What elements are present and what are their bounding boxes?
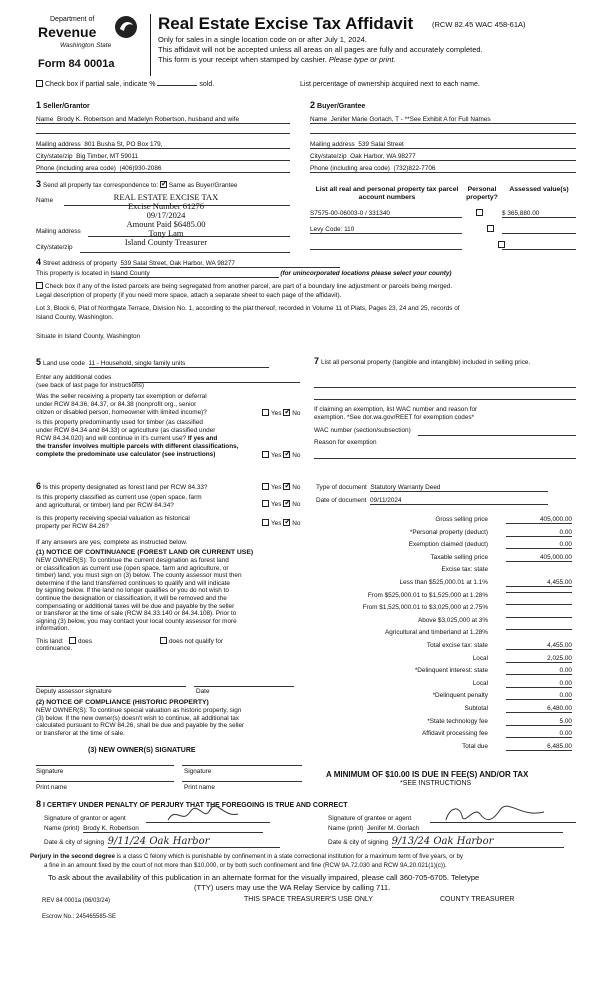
deputy-date-label: Date xyxy=(196,688,210,695)
property-county[interactable]: Island County xyxy=(111,270,279,278)
parcel-row-3 xyxy=(310,249,462,250)
tax-amount[interactable]: 6,480.00 xyxy=(506,705,572,713)
personal-checkbox-2[interactable] xyxy=(487,225,494,232)
personal-property-line-1 xyxy=(314,387,576,388)
notice-continuance-text: NEW OWNER(S): To continue the current designation as forest land or classification as current use (open space, farm and agriculture, or timber) land, you must sign on (3) below. The county assessor must then determine if the land transferred continues to qualify and will indicate by signing below. If the land no longer qualifies or you do not wish to continue the designation or classification, it will be removed and the compensating or additional taxes will be due and payable by the seller or transferor at the time of sale (RCW 84.33.140 or 84.34.108). Prior to signing (3) below, you may contact your local county assessor for more information. xyxy=(36,557,242,633)
property-street: 539 Salal Street, Oak Harbor, WA 98277 xyxy=(120,260,340,268)
buyer-mailing: 539 Salal Street xyxy=(358,141,404,148)
current-use-yes-no: Yes ✓ No xyxy=(262,500,300,508)
form-title: Real Estate Excise Tax Affidavit xyxy=(158,14,414,33)
seller-name: Brody K. Robertson and Madelyn Robertson, husband and wife xyxy=(56,116,240,123)
grantee-print[interactable]: Jenifer M. Gorlach xyxy=(367,825,563,833)
additional-codes-label: Enter any additional codes xyxy=(36,374,112,381)
tax-amount[interactable] xyxy=(506,592,572,593)
personal-col-header: Personal property? xyxy=(466,186,498,201)
tax-label: From $1,525,000.01 to $3,025,000 at 2.75% xyxy=(362,604,488,612)
reason-line-1 xyxy=(314,458,576,459)
forest-yes-checkbox[interactable] xyxy=(262,483,269,490)
exemption-yes-checkbox[interactable] xyxy=(262,409,269,416)
notice-compliance-text: NEW OWNER(S): To continue special valuation as historic property, sign (3) below. If the new owner(s) doesn't wish to continue, all additional tax calculated pursuant to RCW 84.26, shall be due and payable by the seller or transferor at the time of sale. xyxy=(36,707,245,737)
tax-label: *Personal property (deduct) xyxy=(409,528,488,536)
seller-mailing: 801 Busha St, PO Box 179, xyxy=(84,141,163,148)
certify-heading: 8 I CERTIFY UNDER PENALTY OF PERJURY THAT THE FOREGOING IS TRUE AND CORRECT xyxy=(36,799,348,809)
tax-label: Local xyxy=(472,679,488,687)
property-street-row: 4 Street address of property 539 Salal Street, Oak Harbor, WA 98277 xyxy=(36,257,576,268)
grantor-sig-label: Signature of grantor or agent xyxy=(44,815,126,822)
seller-city: Big Timber, MT 59011 xyxy=(76,153,139,160)
seller-phone: (406)930-2086 xyxy=(119,165,162,172)
tax-label: Less than $525,000.01 at 1.1% xyxy=(399,579,488,586)
tax-amount[interactable]: 4,455.00 xyxy=(506,642,572,650)
does-checkbox[interactable] xyxy=(69,637,76,644)
same-as-buyer-checkbox[interactable] xyxy=(160,181,167,188)
owner-sig-label-2: Signature xyxy=(184,768,212,775)
grantor-print[interactable]: Brody K. Robertson xyxy=(83,825,263,833)
form-revision: REV 84 0001a (06/03/24) xyxy=(42,898,111,904)
parcel-col-header: List all real and personal property tax parcel account numbers xyxy=(315,186,459,201)
grantor-date[interactable]: 9/11/24 Oak Harbor xyxy=(108,836,280,848)
perjury-line-1: Perjury in the second degree is a class C felony which is punishable by confinement in a state correctional institution for a maximum term of five years, or by xyxy=(30,853,463,860)
tax-label: Above $3,025,000 at 3% xyxy=(418,616,488,624)
grantee-date-row: Date & city of signing 9/13/24 Oak Harbor xyxy=(328,836,564,848)
header-note-1: Only for sales in a single location code on or after July 1, 2024. xyxy=(158,35,367,44)
additional-codes-line xyxy=(132,382,300,383)
timber-question: Is this property predominantly used for timber (as classified under RCW 84.34 and 84.33) or agriculture (as classified under RCW 84.34.020) and will continue in it's current use? If yes and the transfer involves multiple parcels with different classifications, complete the predominate use calculator (see instructions) xyxy=(36,419,239,458)
tax-amount[interactable] xyxy=(506,604,572,605)
current-use-question: Is this property classified as current use (open space, farm and agricultural, or timber) land per RCW 84.34? xyxy=(36,494,202,509)
treasurer-stamp xyxy=(100,193,232,247)
personal-checkbox-3[interactable] xyxy=(498,241,505,248)
tax-label: Subtotal xyxy=(464,705,488,712)
seller-heading: 1 Seller/Grantor xyxy=(36,100,90,110)
correspondence-heading: 3 Send all property tax correspondence to: ✓ Same as Buyer/Grantee xyxy=(36,179,237,189)
land-use-row: 5 Land use code 11 - Household, single family units xyxy=(36,357,269,368)
dept-logo-text: Revenue xyxy=(38,24,97,40)
forest-yes-no: Yes ✓ No xyxy=(262,483,300,491)
see-instructions: *SEE INSTRUCTIONS xyxy=(400,780,472,787)
grantee-print-row: Name (print) Jenifer M. Gorlach xyxy=(328,825,563,833)
tax-amount[interactable]: 0.00 xyxy=(506,541,572,549)
timber-yes-checkbox[interactable] xyxy=(262,451,269,458)
owner-sig-line-1 xyxy=(36,765,174,766)
stamp-line-2: Excise Number 61276 xyxy=(127,201,204,211)
deputy-sig-line xyxy=(36,686,186,687)
treasurer-space: THIS SPACE TREASURER'S USE ONLY xyxy=(244,896,373,903)
historic-yes-no: Yes ✓ No xyxy=(262,519,300,527)
tax-label: Total due xyxy=(462,742,488,750)
exemption-yes-no: Yes ✓ No xyxy=(262,409,300,417)
seller-name-row: Name Brody K. Robertson and Madelyn Robertson, husband and wife xyxy=(36,116,290,124)
buyer-blank-line xyxy=(310,133,576,134)
legal-label: Legal description of property (if you need more space, attach a separate sheet to each page of the affidavit). xyxy=(36,292,342,299)
legal-line-1: Lot 3, Block 6, Plat of Northgate Terrace, Division No. 1, according to the plat thereof, recorded in Volume 11 of Plats, Pages 23, 24 and 25, records of xyxy=(36,305,460,312)
buyer-phone: (732)822-7706 xyxy=(393,165,436,172)
current-use-yes-checkbox[interactable] xyxy=(262,500,269,507)
escrow-number: Escrow No.: 245465585-SE xyxy=(42,914,117,920)
assessed-col-header: Assessed value(s) xyxy=(509,186,569,193)
ownership-note: List percentage of ownership acquired next to each name. xyxy=(300,81,480,88)
doc-date[interactable]: 09/11/2024 xyxy=(370,497,548,505)
grantor-signature-icon xyxy=(164,804,244,826)
form-number: Form 84 0001a xyxy=(38,58,115,70)
doc-type-row: Type of document Statutory Warranty Deed xyxy=(316,484,548,492)
tax-amount[interactable]: 5.00 xyxy=(506,718,572,726)
tax-label: *Delinquent penalty xyxy=(432,692,488,700)
tax-amount[interactable]: 2,025.00 xyxy=(506,655,572,663)
corr-mailing-label: Mailing address xyxy=(36,228,81,235)
stamp-line-5: Tony Lam xyxy=(148,228,184,238)
exemption-claim-b: exemption. *See dor.wa.gov/REET for exemption codes* xyxy=(314,414,475,421)
seller-blank-line xyxy=(36,133,290,134)
tax-label: Agricultural and timberland at 1.28% xyxy=(384,629,488,637)
partial-sale-checkbox[interactable] xyxy=(36,80,43,87)
grantor-date-row: Date & city of signing 9/11/24 Oak Harbor xyxy=(44,836,280,848)
current-use-no-checkbox[interactable] xyxy=(283,500,290,507)
tax-label: Total excise tax: state xyxy=(426,642,488,649)
exemption-claim-a: If claiming an exemption, list WAC number and reason for xyxy=(314,406,478,413)
county-treasurer: COUNTY TREASURER xyxy=(440,896,515,903)
tax-label: *Delinquent interest: state xyxy=(414,667,488,675)
owner-print-label-2: Print name xyxy=(184,784,215,791)
dept-logo xyxy=(32,14,142,54)
tax-amount[interactable]: 0.00 xyxy=(506,529,572,537)
see-back-label: (see back of last page for instructions) xyxy=(36,382,144,389)
tax-amount[interactable] xyxy=(506,617,572,618)
owner-sig-label-1: Signature xyxy=(36,768,64,775)
minimum-note: A MINIMUM OF $10.00 IS DUE IN FEE(S) AND/OR TAX xyxy=(326,770,529,779)
if-yes-note: If any answers are yes, complete as instructed below. xyxy=(36,539,188,546)
timber-no-checkbox[interactable] xyxy=(283,451,290,458)
accessibility-1: To ask about the availability of this publication in an alternate format for the visually impaired, please call 360-705-6705. Teletype xyxy=(48,873,480,882)
seller-phone-row: Phone (including area code) (406)930-2086 xyxy=(36,165,290,173)
buyer-city: Oak Harbor, WA 98277 xyxy=(350,153,416,160)
parcel-row-1: S7575-00-06003-0 / 331340 xyxy=(310,210,462,218)
personal-checkbox-1[interactable] xyxy=(476,209,483,216)
perjury-line-2: a fine in an amount fixed by the court of not more than $10,000, or by both such confinement and fine (RCW 9A.72.030 and RCW 9A.20.021(1)(c)). xyxy=(44,862,447,869)
grantee-sig-label: Signature of grantee or agent xyxy=(328,815,412,822)
buyer-heading: 2 Buyer/Grantee xyxy=(310,100,366,110)
seller-mailing-row: Mailing address 801 Busha St, PO Box 179, xyxy=(36,141,290,149)
parcel-row-2: Levy Code: 110 xyxy=(310,226,462,234)
wac-line xyxy=(418,435,576,436)
tax-amount[interactable] xyxy=(506,629,572,630)
owner-print-label-1: Print name xyxy=(36,784,67,791)
stamp-line-6: Island County Treasurer xyxy=(124,237,208,247)
does-not-checkbox[interactable] xyxy=(160,637,167,644)
buyer-name: Jenifer Marie Gorlach, T - **See Exhibit A for Full Names xyxy=(330,116,491,123)
historic-yes-checkbox[interactable] xyxy=(262,519,269,526)
grantor-print-row: Name (print) Brody K. Robertson xyxy=(44,825,263,833)
dept-line1: Department of xyxy=(50,16,95,23)
revenue-logo-icon xyxy=(114,15,138,39)
deputy-date-line xyxy=(194,686,294,687)
stamp-line-4: Amount Paid $6485.00 xyxy=(126,219,206,229)
notice-compliance-title: (2) NOTICE OF COMPLIANCE (HISTORIC PROPERTY) xyxy=(36,699,209,706)
exemption-no-checkbox[interactable] xyxy=(283,409,290,416)
tax-label: Taxable selling price xyxy=(430,553,488,561)
forest-question: 6 Is this property designated as forest land per RCW 84.33? xyxy=(36,481,208,491)
form-rcw: (RCW 82.45 WAC 458-61A) xyxy=(432,20,526,29)
tax-label: Gross selling price xyxy=(435,516,488,523)
historic-question: Is this property receiving special valuation as historical property per RCW 84.26? xyxy=(36,515,190,530)
tax-label: *State technology fee xyxy=(427,717,488,725)
timber-yes-no: Yes ✓ No xyxy=(262,451,300,459)
deputy-sig-label: Deputy assessor signature xyxy=(36,688,112,695)
seller-city-row: City/state/zip Big Timber, MT 59011 xyxy=(36,153,290,161)
tax-label: Local xyxy=(472,654,488,662)
stamp-line-1: REAL ESTATE EXCISE TAX xyxy=(113,192,219,202)
personal-property-label: 7 List all personal property (tangible and intangible) included in selling price. xyxy=(314,356,531,366)
property-located-row: This property is located in Island County (for unincorporated locations please select your county) xyxy=(36,270,452,277)
buyer-phone-row: Phone (including area code) (732)822-7706 xyxy=(310,165,576,173)
grantee-signature-icon xyxy=(440,802,550,826)
continuance-label: continuance. xyxy=(36,645,73,652)
tax-amount[interactable]: 0.00 xyxy=(506,680,572,688)
tax-label: Affidavit processing fee xyxy=(422,730,488,738)
buyer-name-row: Name Jenifer Marie Gorlach, T - **See Exhibit A for Full Names xyxy=(310,116,576,124)
buyer-mailing-row: Mailing address 539 Salal Street xyxy=(310,141,576,149)
segregation-checkbox[interactable] xyxy=(36,282,43,289)
notice-continuance-title: (1) NOTICE OF CONTINUANCE (FOREST LAND OR CURRENT USE) xyxy=(36,549,254,556)
tax-amount[interactable]: 6,485.00 xyxy=(506,743,572,751)
assessed-row-1: $ 365,880.00 xyxy=(502,210,576,218)
tax-amount[interactable]: 405,000.00 xyxy=(506,516,572,524)
accessibility-2: (TTY) users may use the WA Relay Service by calling 711. xyxy=(194,883,391,892)
tax-amount[interactable]: 405,000.00 xyxy=(506,554,572,562)
grantee-date[interactable]: 9/13/24 Oak Harbor xyxy=(392,836,564,848)
situate-line: Situate in Island County, Washington xyxy=(36,333,141,340)
assessed-row-3 xyxy=(502,249,576,250)
does-not-row: does not qualify for xyxy=(160,637,223,645)
header-note-2: This affidavit will not be accepted unless all areas on all pages are fully and accurately completed. xyxy=(158,45,483,54)
land-use-code[interactable]: 11 - Household, single family units xyxy=(89,360,269,368)
doc-type[interactable]: Statutory Warranty Deed xyxy=(370,484,548,492)
tax-amount[interactable]: 4,455.00 xyxy=(506,579,572,587)
tax-label: Excise tax: state xyxy=(441,566,488,574)
tax-amount[interactable]: 0.00 xyxy=(506,730,572,738)
tax-label: From $525,000.01 to $1,525,000 at 1.28% xyxy=(367,591,488,599)
reason-label: Reason for exemption xyxy=(314,439,377,446)
forest-no-checkbox[interactable] xyxy=(283,483,290,490)
doc-date-row: Date of document 09/11/2024 xyxy=(316,497,548,505)
corr-city-label: City/state/zip xyxy=(36,244,73,251)
corr-city-line xyxy=(80,252,290,253)
personal-property-line-2 xyxy=(314,399,576,400)
tax-label: Exemption claimed (deduct) xyxy=(408,541,488,549)
wac-label: WAC number (section/subsection) xyxy=(314,427,411,434)
owner-sig-line-2 xyxy=(182,765,302,766)
buyer-city-row: City/state/zip Oak Harbor, WA 98277 xyxy=(310,153,576,161)
corr-name-label: Name xyxy=(36,197,54,204)
legal-line-2: Island County, Washington. xyxy=(36,314,114,321)
stamp-line-3: 09/17/2024 xyxy=(146,210,186,220)
tax-amount[interactable]: 0.00 xyxy=(506,667,572,675)
tax-amount[interactable]: 0.00 xyxy=(506,692,572,700)
header-divider xyxy=(150,14,151,76)
new-owner-sig-title: (3) NEW OWNER(S) SIGNATURE xyxy=(88,747,196,754)
this-land-row: This land: does xyxy=(36,638,92,645)
owner-print-line-2 xyxy=(182,781,302,782)
assessed-row-2 xyxy=(502,233,576,234)
dept-state: Washington State xyxy=(60,42,112,49)
header-note-3: This form is your receipt when stamped by cashier. Please type or print. xyxy=(158,55,396,64)
segregation-row: Check box if any of the listed parcels are being segregated from another parcel, are part of a boundary line adjustment or parcels being merged. xyxy=(36,282,452,290)
owner-print-line-1 xyxy=(36,781,174,782)
partial-sale-row: Check box if partial sale, indicate % sold. xyxy=(36,80,214,88)
exemption-question: Was the seller receiving a property tax exemption or deferral under RCW 84.36, 84.37, or 84.38 (nonprofit org., senior citizen or disabled person, homeowner with limited income)? xyxy=(36,393,207,416)
